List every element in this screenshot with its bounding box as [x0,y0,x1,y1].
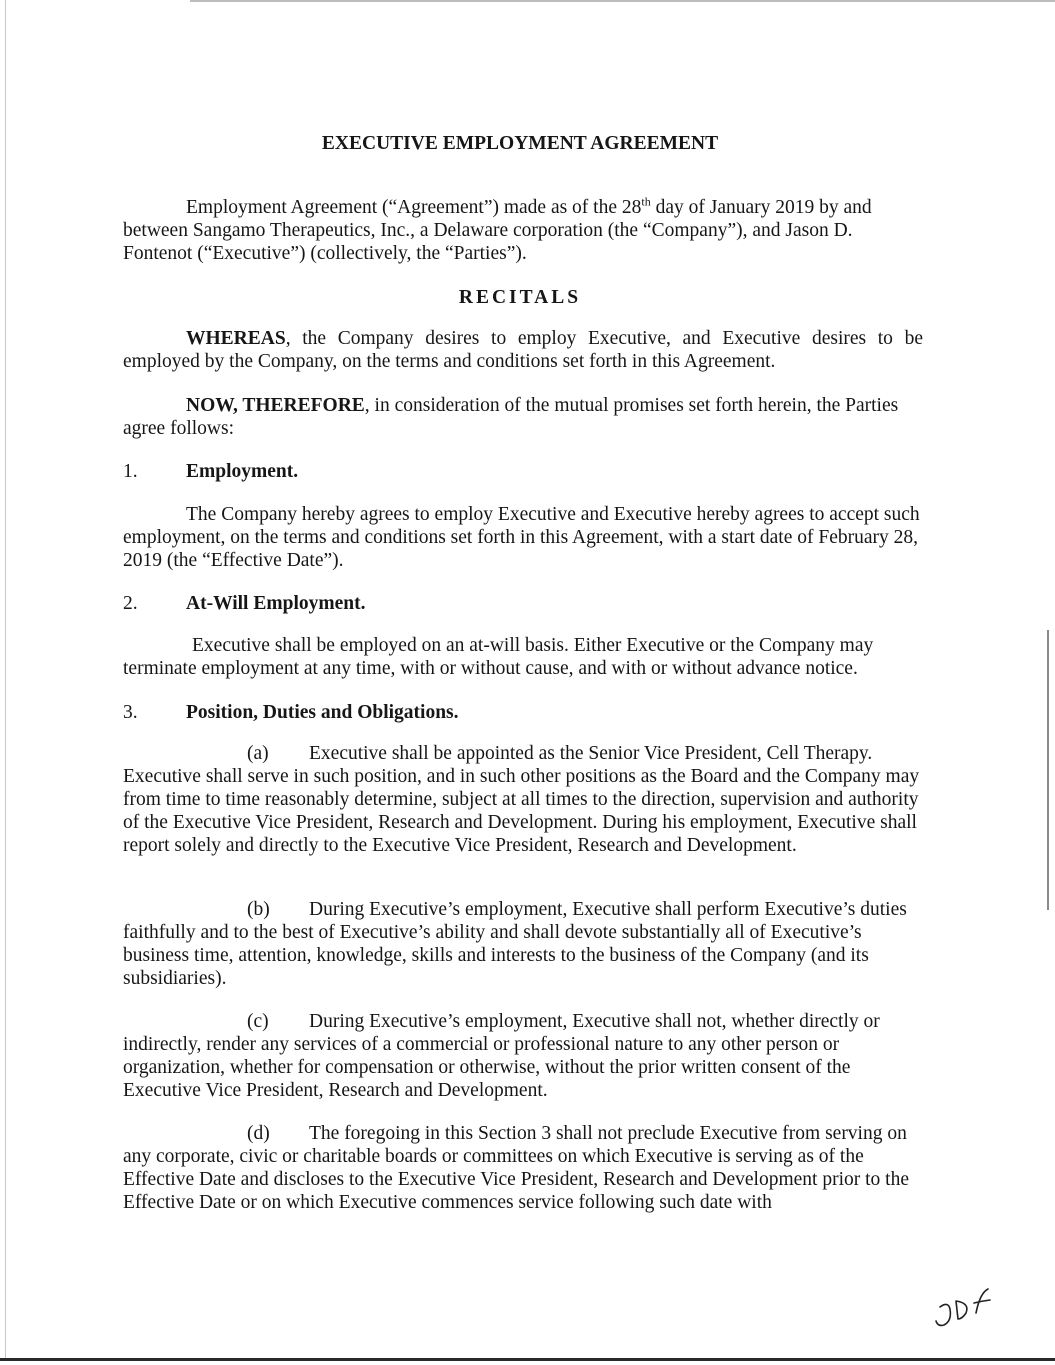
section-number: 1. [123,461,138,482]
whereas-text: , the Company desires to employ Executive, and Executive desires to be employed by the Company, on the terms and conditions set forth in this Agreement. [123,328,923,372]
handwritten-initials [930,1285,1000,1330]
section-2-heading [123,592,923,615]
scan-edge-top [190,0,1055,2]
section-title: Employment. [186,461,299,482]
subsection-c [123,1010,923,1102]
now-therefore-paragraph [123,394,923,440]
whereas-lead: WHEREAS [186,328,286,349]
document-title: EXECUTIVE EMPLOYMENT AGREEMENT [321,133,719,154]
recitals-heading: RECITALS [458,287,582,308]
scan-edge-right [1047,630,1049,910]
section-number: 2. [123,593,138,614]
subsection-label: (a) [247,743,269,764]
section-number: 3. [123,702,138,723]
section-title: Position, Duties and Obligations. [186,702,459,723]
section-title: At-Will Employment. [186,593,366,614]
intro-paragraph [123,196,923,265]
subsection-d [123,1122,923,1214]
day-suffix: th [641,194,651,209]
subsection-text: Executive shall be appointed as the Senior Vice President, Cell Therapy. Executive shall serve in such position, and in such other positions as the Board and the Company may from time to time reasonably determine, subject at all times to the direction, supervision and authority of the Executive Vice President, Research and Development. During his employment, Executive shall report solely and directly to the Executive Vice President, Research and Development. [123,743,920,856]
section-body-text: The Company hereby agrees to employ Executive and Executive hereby agrees to accept such employment, on the terms and conditions set forth in this Agreement, with a start date of February 28, 2019 (the “Effective Date”). [123,504,920,571]
whereas-paragraph [123,327,923,373]
section-body-text: Executive shall be employed on an at-will basis. Either Executive or the Company may terminate employment at any time, with or without cause, and with or without advance notice. [123,635,874,679]
intro-text-after: day of January 2019 by and between Sangamo Therapeutics, Inc., a Delaware corporation (the “Company”), and Jason D. Fontenot (“Executive”) (collectively, the “Parties”). [123,197,872,264]
subsection-label: (d) [247,1123,270,1144]
section-2-body [123,634,923,680]
section-1-body [123,503,923,572]
scan-edge-left [5,0,6,1360]
subsection-text: The foregoing in this Section 3 shall not preclude Executive from serving on any corporate, civic or charitable boards or committees on which Executive is serving as of the Effective Date and discloses to the Executive Vice President, Research and Development prior to the Effective Date or on which Executive commences service following such date with [123,1123,909,1213]
now-therefore-lead: NOW, THEREFORE [186,395,365,416]
subsection-b [123,898,923,990]
section-1-heading [123,460,923,483]
subsection-label: (c) [247,1011,269,1032]
subsection-text: During Executive’s employment, Executive shall perform Executive’s duties faithfully and to the best of Executive’s ability and shall devote substantially all of Executive’s business time, attention, knowledge, skills and interests to the business of the Company (and its subsidiaries). [123,899,907,989]
intro-text-before: Employment Agreement (“Agreement”) made as of the 28 [186,197,642,218]
subsection-a [123,742,923,857]
section-3-heading [123,701,923,724]
subsection-label: (b) [247,899,270,920]
now-therefore-text: , in consideration of the mutual promises set forth herein, the Parties agree follows: [123,395,899,439]
subsection-text: During Executive’s employment, Executive shall not, whether directly or indirectly, render any services of a commercial or professional nature to any other person or organization, whether for compensation or otherwise, without the prior written consent of the Executive Vice President, Research and Development. [123,1011,880,1101]
scan-edge-bottom [0,1358,1055,1361]
